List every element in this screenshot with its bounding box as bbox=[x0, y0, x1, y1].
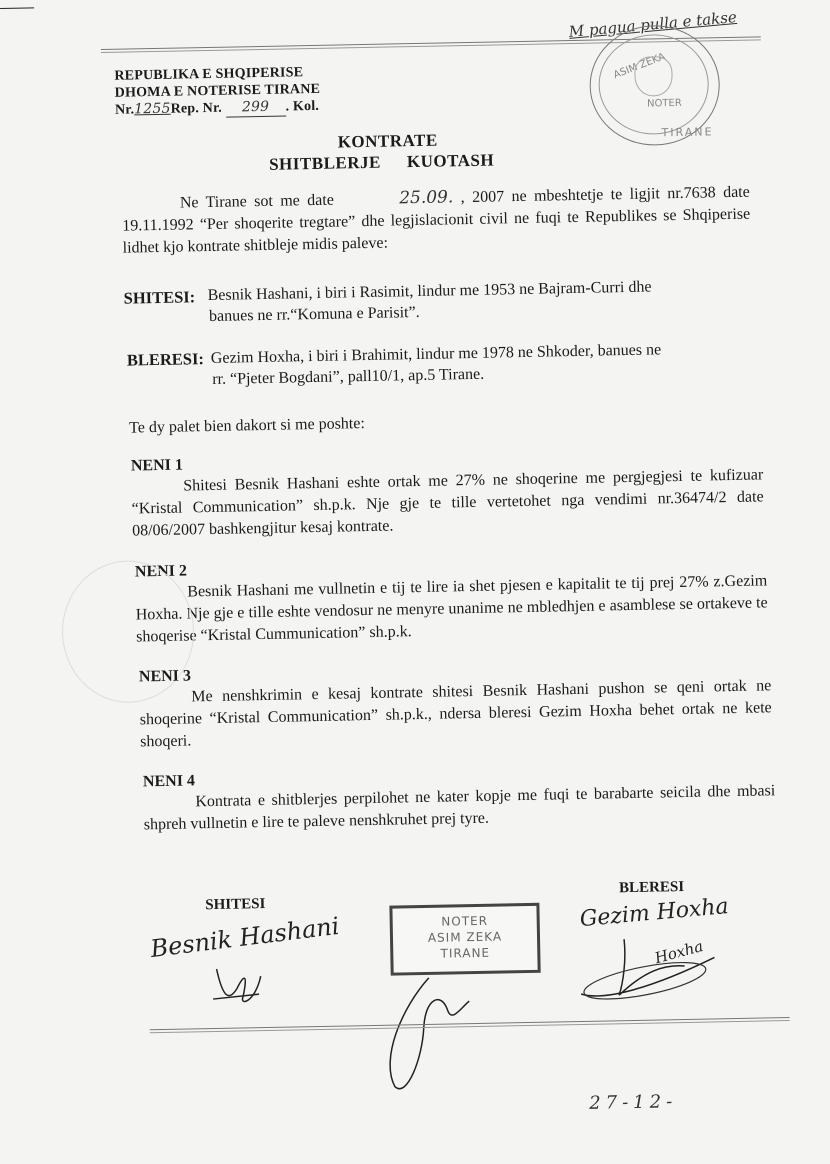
footer-note: 27-12- bbox=[589, 1091, 678, 1114]
title-line-1: KONTRATE bbox=[337, 130, 438, 152]
seller-signature: Besnik Hashani bbox=[148, 911, 341, 964]
notary-signature bbox=[371, 967, 483, 1099]
seller-line-1: Besnik Hashani, i biri i Rasimit, lindur me 1953 ne Bajram-Curri dhe bbox=[207, 278, 652, 305]
title-word-1: SHITBLERJE bbox=[268, 152, 382, 174]
buyer-label: BLERESI: bbox=[126, 349, 205, 370]
article-4-title: NENI 4 bbox=[142, 772, 196, 791]
notary-stamp-box bbox=[389, 903, 540, 976]
title-line-2 bbox=[269, 151, 494, 175]
intro-date: 25.09. bbox=[399, 187, 454, 209]
buyer-line-1: Gezim Hoxha, i biri i Brahimit, lindur me 1978 ne Shkoder, banues ne bbox=[210, 341, 662, 367]
stamp-duty-note: M pagua pulla e takse bbox=[568, 7, 738, 41]
notary-seal-round bbox=[589, 24, 721, 146]
seal-text-city: TIRANE bbox=[661, 125, 714, 140]
intro-b: , 2007 ne mbeshtetje te ligjit nr.7638 date 19.11.1992 “Per shoqerite tregtare” dhe legjislacionit civil ne fuqi te Republikes se Shqiperise lidhet kjo kontrate shitbleje midis paleve: bbox=[122, 183, 751, 257]
article-3-text: Me nenshkrimin e kesaj kontrate shitesi Besnik Hashani pushon se qeni ortak ne shoqerine “Kristal Communication” sh.p.k., ndersa bleresi Gezim Hoxha behet ortak ne kete shoqeri. bbox=[139, 677, 772, 751]
notary-stamp-line-1: NOTER bbox=[441, 913, 489, 929]
intro-a: Ne Tirane sot me date bbox=[179, 191, 335, 212]
rep-label: Rep. Nr. bbox=[170, 100, 223, 117]
article-4-text: Kontrata e shitblerjes perpilohet ne kater kopje me fuqi te barabarte seicila dhe mbasi shpreh vullnetin e lire te paleve nenshkruhet prej tyre. bbox=[143, 782, 776, 834]
header-line-2: DHOMA E NOTERISE TIRANE bbox=[114, 81, 321, 101]
intro-paragraph bbox=[122, 181, 751, 260]
buyer-signature-2-scribble bbox=[574, 929, 725, 1007]
seller-sign-label: SHITESI bbox=[205, 896, 266, 914]
seller-line-2: banues ne rr.“Komuna e Parisit”. bbox=[208, 303, 420, 326]
agreement-line: Te dy palet bien dakort si me poshte: bbox=[129, 415, 366, 437]
seller-initials bbox=[208, 958, 269, 1009]
seller-label: SHITESI: bbox=[123, 287, 196, 308]
article-2-title: NENI 2 bbox=[134, 562, 188, 581]
seal-text-bot: NOTER bbox=[646, 97, 682, 110]
corner-tick bbox=[0, 7, 34, 9]
nr-value: 1255 bbox=[134, 100, 171, 118]
notary-stamp-line-2: ASIM ZEKA bbox=[427, 929, 503, 945]
article-1-title: NENI 1 bbox=[130, 456, 184, 475]
buyer-line-2: rr. “Pjeter Bogdani”, pall10/1, ap.5 Tirane. bbox=[212, 365, 485, 388]
nr-label: Nr. bbox=[114, 102, 135, 118]
seal-text-mid: ASIM ZEKA bbox=[612, 51, 667, 82]
buyer-signature: Gezim Hoxha bbox=[578, 893, 730, 933]
article-3-title: NENI 3 bbox=[138, 667, 192, 686]
buyer-sign-label: BLERESI bbox=[618, 878, 685, 897]
notary-stamp-line-3: TIRANE bbox=[440, 945, 491, 961]
header-line-3 bbox=[115, 98, 319, 120]
kol-label: . Kol. bbox=[285, 98, 320, 115]
article-2-text: Besnik Hashani me vullnetin e tij te lire ia shet pjesen e kapitalit te tij prej 27% z.Gezim Hoxha. Nje gje e tille eshte vendosur ne menyre unanime ne mbledhjen e asamblese se ortakeve te shoqerise “Kristal Cummunication” sh.p.k. bbox=[135, 572, 768, 646]
rep-value: 299 bbox=[225, 99, 285, 118]
buyer-signature-2: Hoxha bbox=[652, 937, 706, 968]
title-word-2: KUOTASH bbox=[406, 150, 495, 172]
article-1-text: Shitesi Besnik Hashani eshte ortak me 27% ne shoqerine me pergjegjesi te kufizuar “Kristal Communication” sh.p.k. Nje gje te tille vertetohet nga vendimi nr.36474/2 date 08/06/2007 bashkengjitur kesaj kontrate. bbox=[131, 466, 764, 540]
header-line-1: REPUBLIKA E SHQIPERISE bbox=[114, 65, 304, 84]
